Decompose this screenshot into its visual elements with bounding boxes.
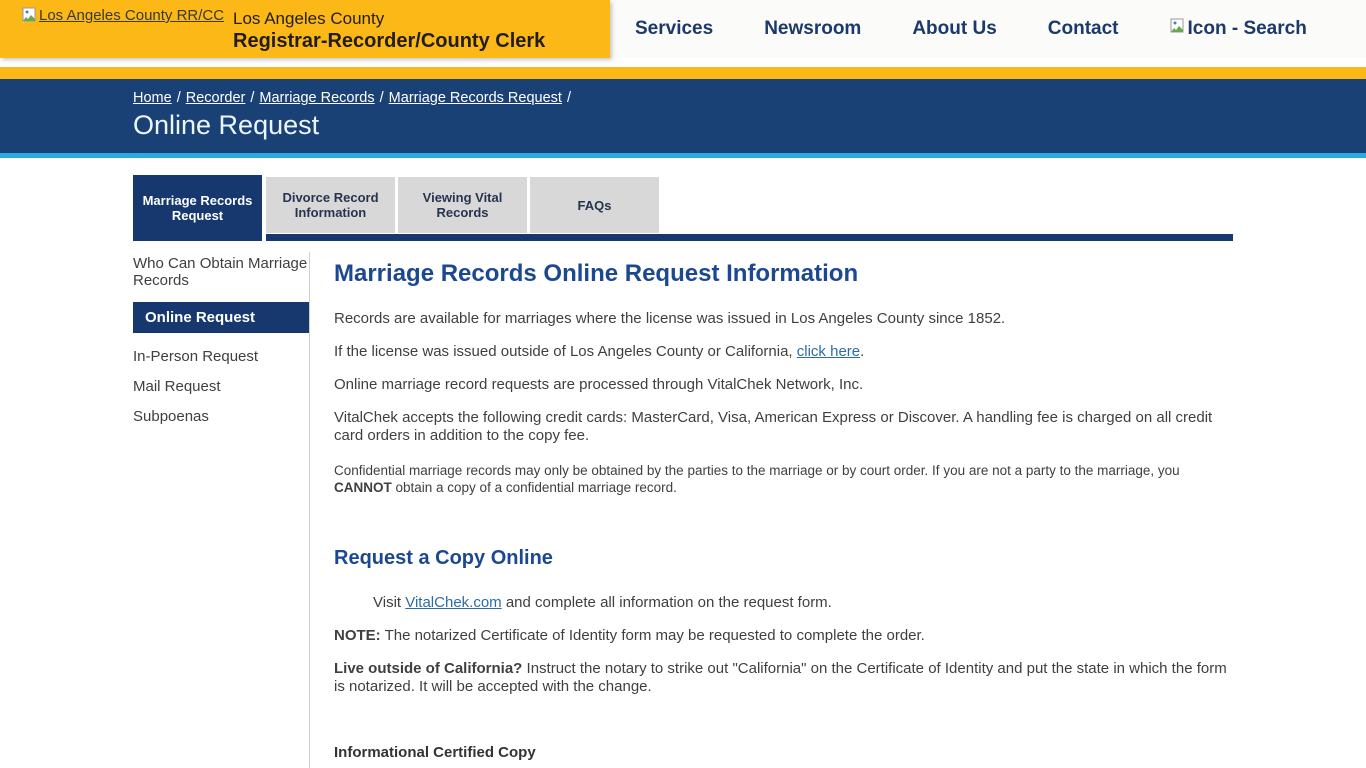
yellow-divider-bar — [0, 67, 1366, 79]
paragraph-online-requests: Online marriage record requests are processed through VitalChek Network, Inc. — [334, 376, 864, 393]
tab-marriage-records-request[interactable]: Marriage Records Request — [133, 175, 262, 241]
sidebar-item-who-can-obtain[interactable]: Who Can Obtain Marriage Records — [133, 255, 308, 289]
tab-divorce-record-information[interactable]: Divorce Record Information — [266, 177, 395, 233]
paragraph-confidential — [334, 462, 1229, 496]
site-title-county: Los Angeles County — [233, 9, 385, 28]
search-label: Icon - Search — [1187, 18, 1307, 39]
live-outside-text: Instruct the notary to strike out "California" on the Certificate of Identity and put the state in which the form is notarized. It will be accepted with the change. — [334, 660, 1227, 695]
breadcrumb-separator: / — [250, 90, 255, 106]
confidential-text: Confidential marriage records may only be obtained by the parties to the marriage or by court order. If you are not a party to the marriage, you — [334, 463, 1180, 478]
breadcrumb-separator: / — [566, 90, 571, 106]
sidebar-item-in-person-request[interactable]: In-Person Request — [133, 348, 259, 365]
breadcrumb-home[interactable]: Home — [133, 90, 172, 106]
content-heading: Marriage Records Online Request Information — [334, 260, 859, 287]
request-copy-online-heading: Request a Copy Online — [334, 547, 553, 569]
top-navigation — [610, 0, 1366, 58]
visit-text-end: and complete all information on the request form. — [501, 594, 832, 611]
search-broken-image-icon — [1170, 18, 1185, 40]
paragraph-live-outside — [334, 660, 1229, 696]
sidebar-item-mail-request[interactable]: Mail Request — [133, 378, 221, 395]
hero-band — [0, 79, 1366, 153]
note-text: The notarized Certificate of Identity form may be requested to complete the order. — [380, 627, 925, 644]
header-logo-area — [0, 0, 610, 58]
cannot-emphasis: CANNOT — [334, 480, 392, 495]
nav-newsroom[interactable]: Newsroom — [764, 18, 862, 39]
header-gap — [0, 58, 1366, 67]
breadcrumb-separator: / — [176, 90, 181, 106]
vitalchek-link[interactable]: VitalChek.com — [405, 594, 502, 611]
sidebar-item-subpoenas[interactable]: Subpoenas — [133, 408, 209, 425]
license-text-end: . — [860, 343, 865, 360]
live-outside-label: Live outside of California? — [334, 660, 523, 677]
breadcrumb-recorder[interactable]: Recorder — [185, 90, 246, 106]
logo-link[interactable] — [22, 7, 224, 27]
visit-text: Visit — [373, 594, 406, 611]
nav-contact[interactable]: Contact — [1047, 18, 1119, 39]
logo-alt-text: Los Angeles County RR/CC — [39, 7, 225, 24]
breadcrumb-marriage-records[interactable]: Marriage Records — [259, 90, 375, 106]
tab-viewing-vital-records[interactable]: Viewing Vital Records — [398, 177, 527, 233]
nav-search[interactable] — [1170, 18, 1307, 40]
click-here-link[interactable]: click here — [796, 343, 861, 360]
license-text: If the license was issued outside of Los Angeles County or California, — [334, 343, 797, 360]
broken-image-icon — [22, 7, 37, 27]
cyan-accent-bar — [0, 153, 1366, 158]
page-title: Online Request — [133, 110, 320, 140]
confidential-text-end: obtain a copy of a confidential marriage record. — [391, 480, 677, 495]
nav-services[interactable]: Services — [635, 18, 714, 39]
sidebar-nav — [133, 255, 309, 438]
breadcrumb-separator: / — [379, 90, 384, 106]
tab-underline-bar — [266, 234, 1233, 241]
sidebar-item-online-request[interactable]: Online Request — [133, 302, 309, 333]
sidebar-divider — [309, 252, 310, 768]
paragraph-visit-vitalchek — [334, 594, 1229, 612]
paragraph-note — [334, 627, 1229, 645]
paragraph-records-available: Records are available for marriages where the license was issued in Los Angeles County since 1852. — [334, 310, 1006, 327]
note-label: NOTE: — [334, 627, 381, 644]
paragraph-vitalchek-cards: VitalChek accepts the following credit cards: MasterCard, Visa, American Express or Discover. A handling fee is charged on all credit card orders in addition to the copy fee. — [334, 409, 1213, 444]
section-tabs — [133, 175, 662, 241]
site-title-dept: Registrar-Recorder/County Clerk — [233, 30, 546, 52]
nav-about-us[interactable]: About Us — [912, 18, 997, 39]
paragraph-license-outside — [334, 343, 1229, 361]
breadcrumb-marriage-records-request[interactable]: Marriage Records Request — [388, 90, 562, 106]
breadcrumb — [133, 90, 1366, 106]
tab-faqs[interactable]: FAQs — [530, 177, 659, 233]
site-title — [233, 8, 545, 53]
main-content — [334, 252, 1229, 762]
informational-certified-copy-heading: Informational Certified Copy — [334, 744, 536, 761]
